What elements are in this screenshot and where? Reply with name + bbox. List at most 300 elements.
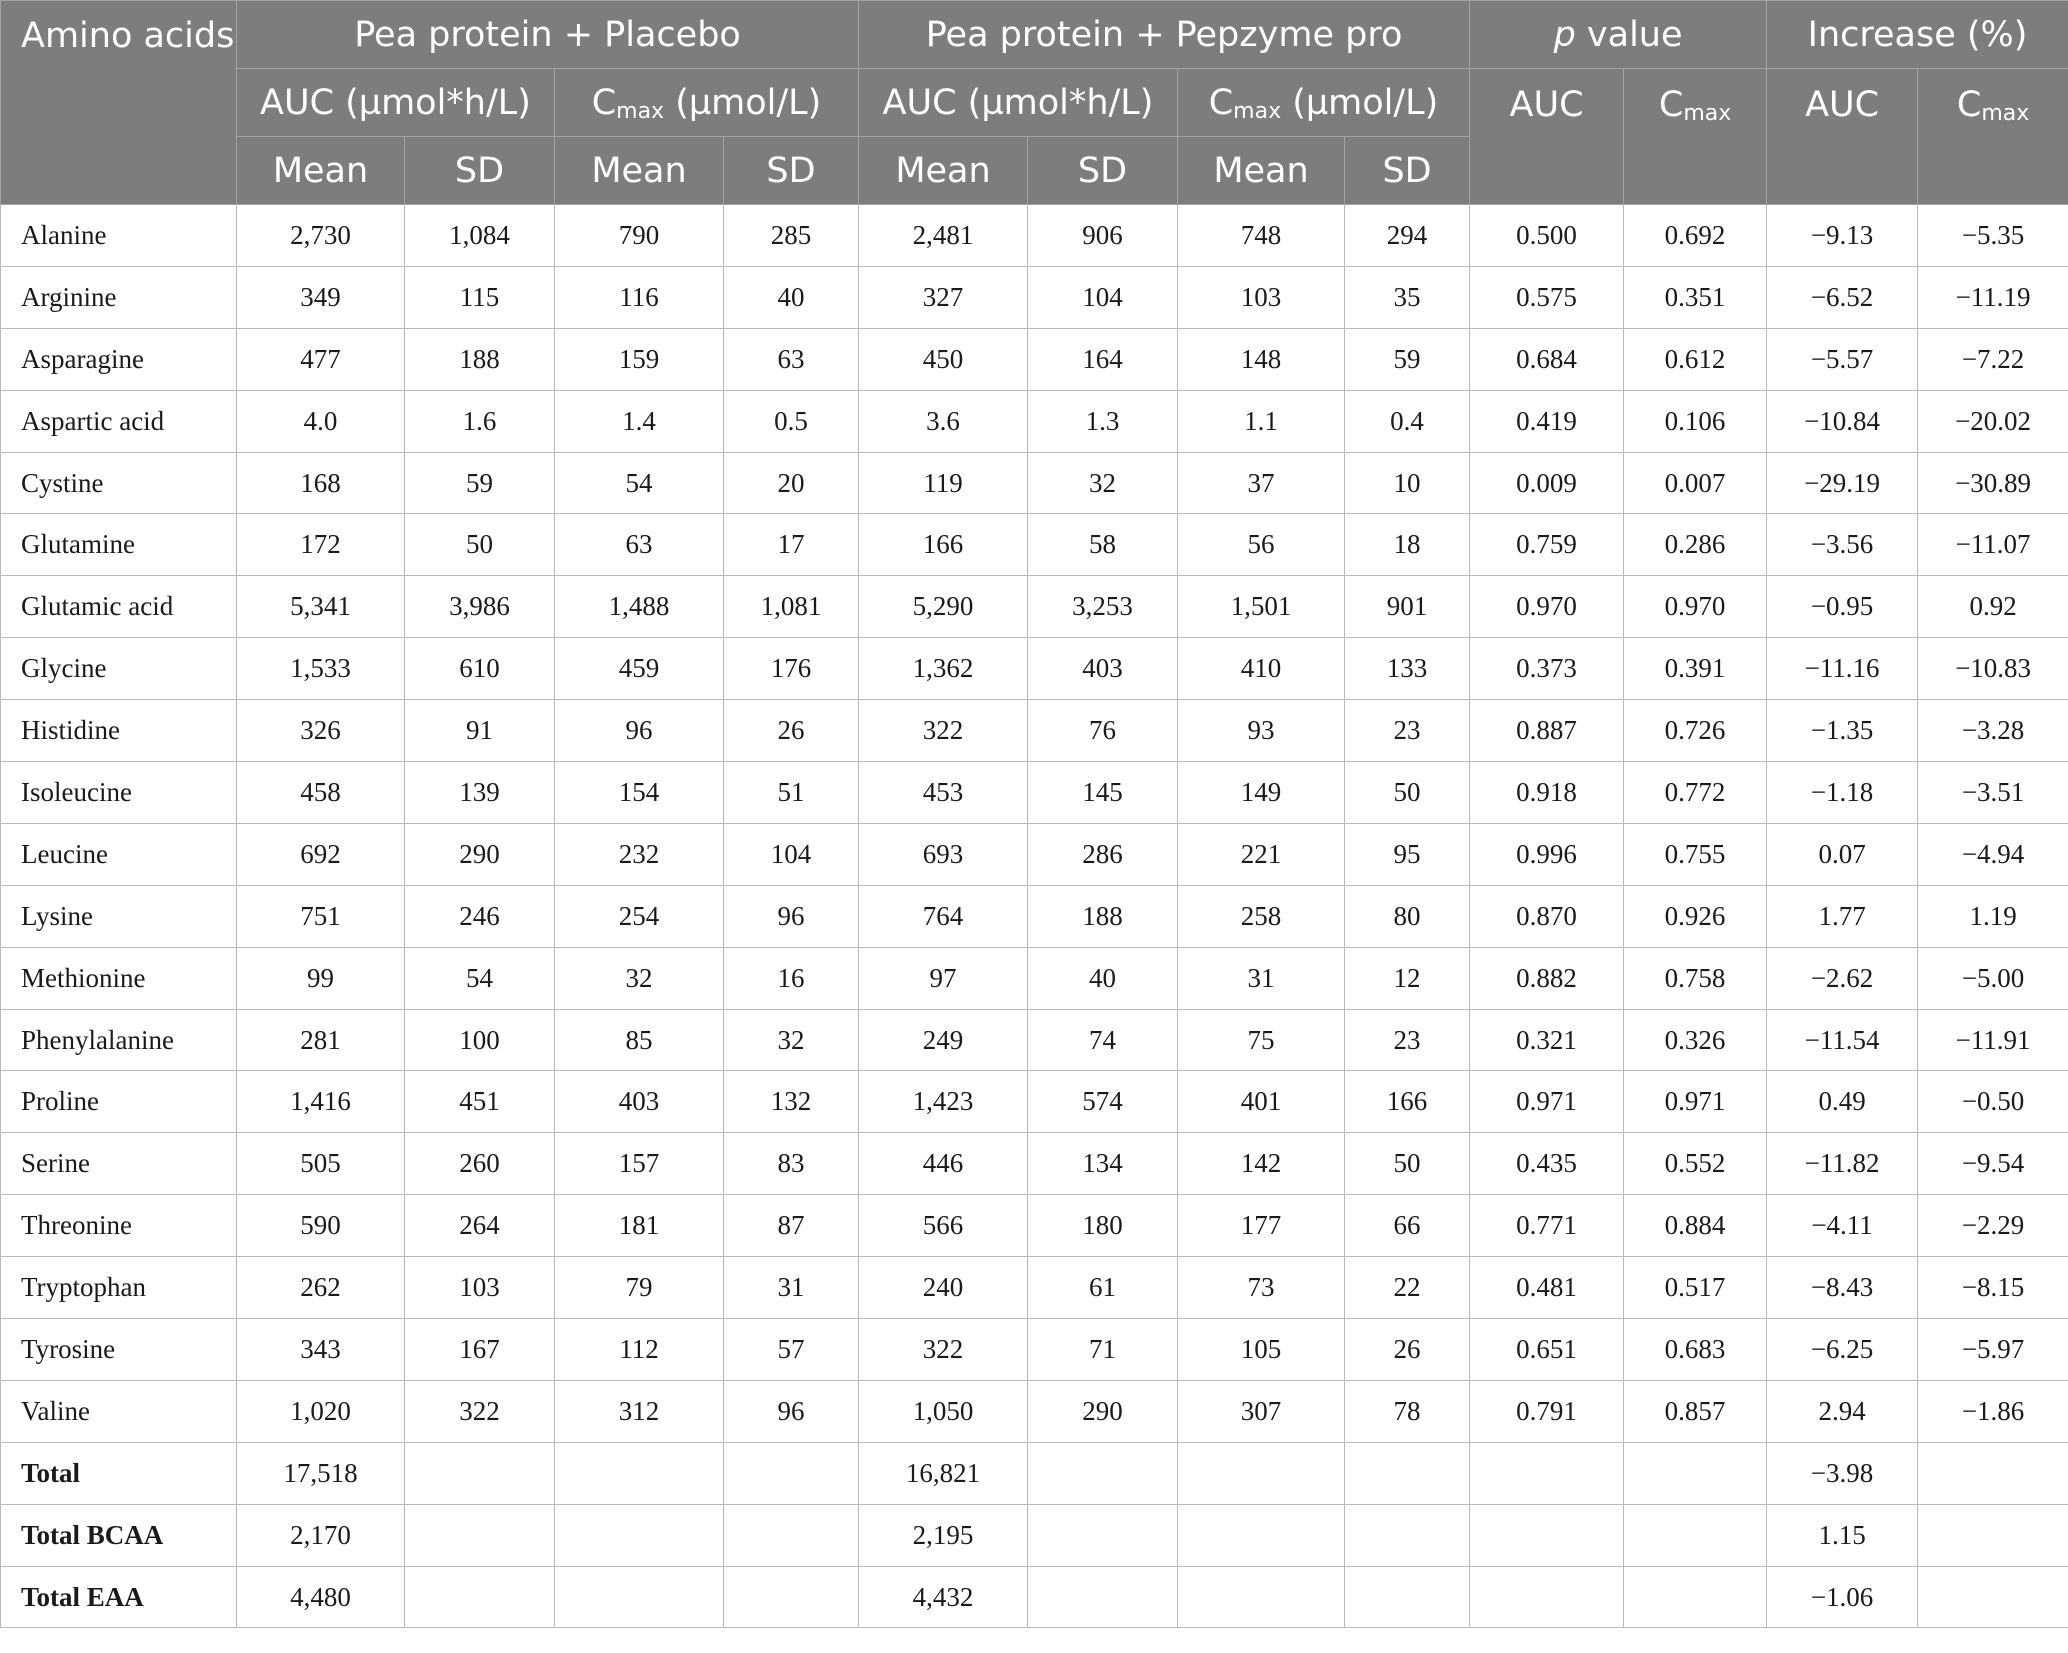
cell-inc-auc: −11.16 <box>1767 638 1918 700</box>
cell-pp-auc-sd: 32 <box>1028 452 1178 514</box>
cell-p-cmax: 0.552 <box>1624 1133 1767 1195</box>
cell-inc-cmax: −9.54 <box>1918 1133 2068 1195</box>
cell-pp-auc-sd: 71 <box>1028 1319 1178 1381</box>
cell-pl-auc-sd: 3,986 <box>405 576 555 638</box>
amino-acid-name: Glycine <box>1 638 237 700</box>
cell-p-cmax: 0.926 <box>1624 885 1767 947</box>
cell-pl-cmax-mean: 403 <box>555 1071 724 1133</box>
cell-pp-cmax-mean: 258 <box>1178 885 1345 947</box>
cell-pp-auc-mean: 322 <box>859 1319 1028 1381</box>
cell-pl-auc-mean: 343 <box>237 1319 405 1381</box>
cell-p-cmax: 0.106 <box>1624 390 1767 452</box>
cell-pp-cmax-sd: 166 <box>1345 1071 1470 1133</box>
cell-pp-auc-mean: 5,290 <box>859 576 1028 638</box>
cell-pl-cmax-mean: 154 <box>555 762 724 824</box>
empty-cell <box>724 1442 859 1504</box>
table-row <box>1 1319 2068 1381</box>
cell-pl-auc-sd: 264 <box>405 1195 555 1257</box>
amino-acid-name: Proline <box>1 1071 237 1133</box>
amino-acid-name: Leucine <box>1 823 237 885</box>
table-row <box>1 762 2068 824</box>
cell-p-auc: 0.373 <box>1470 638 1624 700</box>
cell-inc-cmax: −5.35 <box>1918 205 2068 267</box>
cell-pl-auc-mean: 168 <box>237 452 405 514</box>
cell-inc-cmax: −11.91 <box>1918 1009 2068 1071</box>
cell-pp-cmax-sd: 59 <box>1345 328 1470 390</box>
cell-inc-cmax: −5.00 <box>1918 947 2068 1009</box>
cell-pl-auc-mean: 172 <box>237 514 405 576</box>
table-row <box>1 638 2068 700</box>
cell-pl-cmax-sd: 63 <box>724 328 859 390</box>
total-label: Total BCAA <box>1 1504 237 1566</box>
cell-pl-cmax-sd: 1,081 <box>724 576 859 638</box>
cell-p-cmax: 0.326 <box>1624 1009 1767 1071</box>
cell-pp-cmax-sd: 12 <box>1345 947 1470 1009</box>
cell-pl-auc-mean: 2,170 <box>237 1504 405 1566</box>
cell-p-auc: 0.651 <box>1470 1319 1624 1381</box>
cell-pl-auc-sd: 167 <box>405 1319 555 1381</box>
cell-pp-cmax-mean: 1,501 <box>1178 576 1345 638</box>
cell-inc-auc: −3.98 <box>1767 1442 1918 1504</box>
cell-pp-auc-mean: 166 <box>859 514 1028 576</box>
cell-pl-cmax-mean: 157 <box>555 1133 724 1195</box>
cell-pp-auc-sd: 134 <box>1028 1133 1178 1195</box>
cell-pp-cmax-sd: 50 <box>1345 1133 1470 1195</box>
cell-pl-auc-mean: 326 <box>237 700 405 762</box>
cell-pp-auc-mean: 327 <box>859 266 1028 328</box>
cell-pp-auc-mean: 3.6 <box>859 390 1028 452</box>
cell-p-cmax: 0.351 <box>1624 266 1767 328</box>
total-row <box>1 1442 2068 1504</box>
cell-pl-auc-mean: 692 <box>237 823 405 885</box>
empty-cell <box>555 1566 724 1628</box>
table-row <box>1 390 2068 452</box>
cell-pp-cmax-mean: 73 <box>1178 1257 1345 1319</box>
cell-inc-auc: −8.43 <box>1767 1257 1918 1319</box>
table-row <box>1 1009 2068 1071</box>
cell-pl-auc-mean: 2,730 <box>237 205 405 267</box>
amino-acid-name: Arginine <box>1 266 237 328</box>
cell-p-auc: 0.759 <box>1470 514 1624 576</box>
empty-cell <box>1918 1442 2068 1504</box>
cell-pp-cmax-mean: 142 <box>1178 1133 1345 1195</box>
cell-pl-cmax-mean: 54 <box>555 452 724 514</box>
cell-pl-auc-sd: 1,084 <box>405 205 555 267</box>
cell-pl-cmax-sd: 17 <box>724 514 859 576</box>
cell-pp-auc-mean: 322 <box>859 700 1028 762</box>
cell-pl-auc-mean: 751 <box>237 885 405 947</box>
amino-acid-name: Tryptophan <box>1 1257 237 1319</box>
cell-inc-auc: 0.49 <box>1767 1071 1918 1133</box>
cell-p-cmax: 0.857 <box>1624 1380 1767 1442</box>
table-row <box>1 266 2068 328</box>
cell-pp-cmax-sd: 23 <box>1345 1009 1470 1071</box>
empty-cell <box>1470 1566 1624 1628</box>
cell-pl-cmax-mean: 790 <box>555 205 724 267</box>
amino-acid-name: Cystine <box>1 452 237 514</box>
cell-inc-auc: −3.56 <box>1767 514 1918 576</box>
cell-pp-cmax-sd: 18 <box>1345 514 1470 576</box>
cell-inc-cmax: −1.86 <box>1918 1380 2068 1442</box>
cell-p-auc: 0.575 <box>1470 266 1624 328</box>
empty-cell <box>1028 1566 1178 1628</box>
cell-inc-cmax: −8.15 <box>1918 1257 2068 1319</box>
table-row <box>1 700 2068 762</box>
cell-pl-auc-sd: 610 <box>405 638 555 700</box>
cell-pp-auc-mean: 764 <box>859 885 1028 947</box>
cell-pl-cmax-mean: 254 <box>555 885 724 947</box>
amino-acid-name: Histidine <box>1 700 237 762</box>
cell-pp-cmax-mean: 1.1 <box>1178 390 1345 452</box>
cell-inc-cmax: −11.19 <box>1918 266 2068 328</box>
cell-p-cmax: 0.391 <box>1624 638 1767 700</box>
table-row <box>1 947 2068 1009</box>
cell-pp-auc-sd: 1.3 <box>1028 390 1178 452</box>
cell-pl-cmax-sd: 31 <box>724 1257 859 1319</box>
header-group-pepzyme: Pea protein + Pepzyme pro <box>859 1 1470 69</box>
cell-pl-cmax-mean: 79 <box>555 1257 724 1319</box>
total-label: Total EAA <box>1 1566 237 1628</box>
header-p-value: p value <box>1470 1 1767 69</box>
cell-pp-cmax-sd: 66 <box>1345 1195 1470 1257</box>
empty-cell <box>405 1566 555 1628</box>
cell-p-cmax: 0.517 <box>1624 1257 1767 1319</box>
cell-pp-auc-sd: 164 <box>1028 328 1178 390</box>
header-mean: Mean <box>237 137 405 205</box>
amino-acid-name: Serine <box>1 1133 237 1195</box>
total-label: Total <box>1 1442 237 1504</box>
cell-inc-auc: −0.95 <box>1767 576 1918 638</box>
cell-pl-cmax-sd: 87 <box>724 1195 859 1257</box>
table-row <box>1 1195 2068 1257</box>
cell-pl-cmax-mean: 1.4 <box>555 390 724 452</box>
cell-pp-auc-sd: 61 <box>1028 1257 1178 1319</box>
cell-pp-auc-mean: 2,195 <box>859 1504 1028 1566</box>
cell-pp-auc-mean: 240 <box>859 1257 1028 1319</box>
cell-pl-cmax-mean: 181 <box>555 1195 724 1257</box>
empty-cell <box>1470 1504 1624 1566</box>
cell-pp-auc-sd: 40 <box>1028 947 1178 1009</box>
cell-inc-cmax: −30.89 <box>1918 452 2068 514</box>
empty-cell <box>555 1442 724 1504</box>
cell-pl-cmax-mean: 1,488 <box>555 576 724 638</box>
cell-inc-auc: −10.84 <box>1767 390 1918 452</box>
cell-pp-cmax-sd: 80 <box>1345 885 1470 947</box>
cell-pp-auc-mean: 1,423 <box>859 1071 1028 1133</box>
empty-cell <box>724 1566 859 1628</box>
empty-cell <box>555 1504 724 1566</box>
cell-pl-auc-sd: 91 <box>405 700 555 762</box>
table-row <box>1 576 2068 638</box>
cell-pl-auc-sd: 54 <box>405 947 555 1009</box>
table-row <box>1 1071 2068 1133</box>
cell-pl-auc-sd: 1.6 <box>405 390 555 452</box>
cell-inc-auc: −9.13 <box>1767 205 1918 267</box>
cell-pl-cmax-mean: 85 <box>555 1009 724 1071</box>
cell-pp-cmax-sd: 10 <box>1345 452 1470 514</box>
cell-pl-cmax-sd: 285 <box>724 205 859 267</box>
cell-inc-cmax: −0.50 <box>1918 1071 2068 1133</box>
cell-p-auc: 0.481 <box>1470 1257 1624 1319</box>
cell-pl-auc-mean: 5,341 <box>237 576 405 638</box>
header-sd: SD <box>1345 137 1470 205</box>
cell-pp-auc-mean: 453 <box>859 762 1028 824</box>
empty-cell <box>1028 1442 1178 1504</box>
cell-pl-cmax-mean: 159 <box>555 328 724 390</box>
cell-inc-cmax: −11.07 <box>1918 514 2068 576</box>
header-increase: Increase (%) <box>1767 1 2068 69</box>
cell-p-cmax: 0.884 <box>1624 1195 1767 1257</box>
header-inc-auc: AUC <box>1767 69 1918 205</box>
cell-pl-cmax-sd: 83 <box>724 1133 859 1195</box>
header-pepzyme-auc: AUC (µmol*h/L) <box>859 69 1178 137</box>
cell-pp-cmax-sd: 78 <box>1345 1380 1470 1442</box>
cell-pp-cmax-mean: 410 <box>1178 638 1345 700</box>
amino-acid-name: Glutamine <box>1 514 237 576</box>
cell-pl-cmax-sd: 57 <box>724 1319 859 1381</box>
total-row <box>1 1504 2068 1566</box>
cell-pl-auc-sd: 290 <box>405 823 555 885</box>
empty-cell <box>1624 1442 1767 1504</box>
cell-pp-cmax-mean: 56 <box>1178 514 1345 576</box>
empty-cell <box>724 1504 859 1566</box>
cell-inc-auc: −6.52 <box>1767 266 1918 328</box>
cell-pp-auc-mean: 97 <box>859 947 1028 1009</box>
cell-p-cmax: 0.772 <box>1624 762 1767 824</box>
header-mean: Mean <box>859 137 1028 205</box>
cell-pl-auc-sd: 50 <box>405 514 555 576</box>
cell-pl-cmax-mean: 32 <box>555 947 724 1009</box>
empty-cell <box>1178 1566 1345 1628</box>
table-row <box>1 452 2068 514</box>
cell-pp-auc-sd: 403 <box>1028 638 1178 700</box>
cell-p-cmax: 0.286 <box>1624 514 1767 576</box>
cell-inc-cmax: −4.94 <box>1918 823 2068 885</box>
cell-pp-cmax-sd: 23 <box>1345 700 1470 762</box>
empty-cell <box>1178 1504 1345 1566</box>
cell-inc-cmax: −3.28 <box>1918 700 2068 762</box>
table-row <box>1 205 2068 267</box>
cell-pl-cmax-sd: 96 <box>724 1380 859 1442</box>
table-row <box>1 1380 2068 1442</box>
cell-pp-auc-mean: 446 <box>859 1133 1028 1195</box>
cell-pp-auc-sd: 74 <box>1028 1009 1178 1071</box>
header-sd: SD <box>724 137 859 205</box>
cell-pl-cmax-sd: 104 <box>724 823 859 885</box>
cell-pl-auc-sd: 260 <box>405 1133 555 1195</box>
cell-pl-auc-sd: 59 <box>405 452 555 514</box>
cell-inc-cmax: −10.83 <box>1918 638 2068 700</box>
cell-pl-cmax-sd: 40 <box>724 266 859 328</box>
amino-acid-name: Asparagine <box>1 328 237 390</box>
cell-p-cmax: 0.971 <box>1624 1071 1767 1133</box>
cell-pl-auc-sd: 188 <box>405 328 555 390</box>
amino-acid-name: Aspartic acid <box>1 390 237 452</box>
amino-acid-name: Lysine <box>1 885 237 947</box>
cell-inc-auc: −29.19 <box>1767 452 1918 514</box>
cell-pp-auc-sd: 76 <box>1028 700 1178 762</box>
cell-pl-auc-mean: 349 <box>237 266 405 328</box>
cell-pp-auc-sd: 290 <box>1028 1380 1178 1442</box>
header-sd: SD <box>1028 137 1178 205</box>
cell-pl-cmax-sd: 16 <box>724 947 859 1009</box>
cell-inc-auc: −5.57 <box>1767 328 1918 390</box>
cell-pl-cmax-sd: 32 <box>724 1009 859 1071</box>
cell-p-auc: 0.970 <box>1470 576 1624 638</box>
cell-pp-auc-mean: 4,432 <box>859 1566 1028 1628</box>
cell-pp-cmax-sd: 294 <box>1345 205 1470 267</box>
cell-p-auc: 0.971 <box>1470 1071 1624 1133</box>
cell-pp-cmax-sd: 0.4 <box>1345 390 1470 452</box>
cell-p-cmax: 0.612 <box>1624 328 1767 390</box>
table-body <box>1 205 2068 1628</box>
cell-pp-auc-sd: 906 <box>1028 205 1178 267</box>
cell-inc-auc: 2.94 <box>1767 1380 1918 1442</box>
header-placebo-auc: AUC (µmol*h/L) <box>237 69 555 137</box>
cell-pp-cmax-sd: 50 <box>1345 762 1470 824</box>
cell-pl-auc-sd: 139 <box>405 762 555 824</box>
cell-pl-cmax-sd: 96 <box>724 885 859 947</box>
cell-pp-cmax-mean: 748 <box>1178 205 1345 267</box>
table-row <box>1 823 2068 885</box>
cell-pp-auc-sd: 574 <box>1028 1071 1178 1133</box>
cell-inc-cmax: −2.29 <box>1918 1195 2068 1257</box>
cell-inc-auc: −2.62 <box>1767 947 1918 1009</box>
cell-inc-auc: −4.11 <box>1767 1195 1918 1257</box>
cell-pp-auc-mean: 249 <box>859 1009 1028 1071</box>
cell-inc-cmax: −7.22 <box>1918 328 2068 390</box>
cell-inc-auc: 1.15 <box>1767 1504 1918 1566</box>
cell-inc-auc: 1.77 <box>1767 885 1918 947</box>
cell-pp-auc-sd: 180 <box>1028 1195 1178 1257</box>
cell-pl-auc-mean: 505 <box>237 1133 405 1195</box>
cell-pl-auc-sd: 246 <box>405 885 555 947</box>
cell-pp-auc-mean: 1,362 <box>859 638 1028 700</box>
empty-cell <box>1624 1504 1767 1566</box>
cell-pl-cmax-sd: 0.5 <box>724 390 859 452</box>
cell-pp-cmax-mean: 401 <box>1178 1071 1345 1133</box>
cell-pl-auc-mean: 262 <box>237 1257 405 1319</box>
cell-pp-cmax-mean: 307 <box>1178 1380 1345 1442</box>
amino-acid-name: Tyrosine <box>1 1319 237 1381</box>
empty-cell <box>1918 1566 2068 1628</box>
cell-p-cmax: 0.692 <box>1624 205 1767 267</box>
cell-pp-cmax-mean: 177 <box>1178 1195 1345 1257</box>
cell-pl-auc-mean: 1,020 <box>237 1380 405 1442</box>
cell-p-auc: 0.500 <box>1470 205 1624 267</box>
cell-pl-auc-sd: 451 <box>405 1071 555 1133</box>
cell-pl-auc-mean: 477 <box>237 328 405 390</box>
header-mean: Mean <box>555 137 724 205</box>
cell-pp-cmax-mean: 103 <box>1178 266 1345 328</box>
cell-pp-cmax-mean: 37 <box>1178 452 1345 514</box>
total-row <box>1 1566 2068 1628</box>
amino-acid-name: Isoleucine <box>1 762 237 824</box>
table-row <box>1 885 2068 947</box>
cell-pl-cmax-mean: 232 <box>555 823 724 885</box>
header-amino-acids: Amino acids <box>1 1 237 205</box>
amino-acid-name: Methionine <box>1 947 237 1009</box>
cell-pp-cmax-sd: 22 <box>1345 1257 1470 1319</box>
cell-inc-auc: −1.18 <box>1767 762 1918 824</box>
cell-pp-cmax-sd: 901 <box>1345 576 1470 638</box>
cell-pp-auc-mean: 2,481 <box>859 205 1028 267</box>
cell-inc-cmax: 0.92 <box>1918 576 2068 638</box>
cell-p-auc: 0.321 <box>1470 1009 1624 1071</box>
cell-pp-auc-sd: 188 <box>1028 885 1178 947</box>
cell-p-auc: 0.684 <box>1470 328 1624 390</box>
cell-pp-cmax-sd: 26 <box>1345 1319 1470 1381</box>
cell-pp-auc-mean: 450 <box>859 328 1028 390</box>
cell-inc-cmax: −3.51 <box>1918 762 2068 824</box>
cell-p-auc: 0.771 <box>1470 1195 1624 1257</box>
cell-pl-cmax-mean: 112 <box>555 1319 724 1381</box>
empty-cell <box>405 1442 555 1504</box>
header-placebo-cmax: $C_{max}$ (µmol/L) <box>555 69 859 137</box>
table-header <box>1 1 2068 205</box>
cell-p-cmax: 0.683 <box>1624 1319 1767 1381</box>
cell-p-cmax: 0.970 <box>1624 576 1767 638</box>
cell-pl-cmax-mean: 96 <box>555 700 724 762</box>
cell-inc-auc: −1.06 <box>1767 1566 1918 1628</box>
cell-pp-auc-sd: 58 <box>1028 514 1178 576</box>
cell-pp-cmax-sd: 133 <box>1345 638 1470 700</box>
cell-pl-auc-sd: 103 <box>405 1257 555 1319</box>
cell-pp-cmax-mean: 148 <box>1178 328 1345 390</box>
cell-pl-cmax-mean: 116 <box>555 266 724 328</box>
cell-pp-auc-mean: 16,821 <box>859 1442 1028 1504</box>
cell-pl-auc-sd: 115 <box>405 266 555 328</box>
table-row <box>1 514 2068 576</box>
cell-pl-cmax-sd: 26 <box>724 700 859 762</box>
header-sd: SD <box>405 137 555 205</box>
cell-pl-cmax-mean: 312 <box>555 1380 724 1442</box>
cell-pp-cmax-mean: 149 <box>1178 762 1345 824</box>
empty-cell <box>1345 1504 1470 1566</box>
cell-pl-cmax-sd: 20 <box>724 452 859 514</box>
empty-cell <box>1918 1504 2068 1566</box>
cell-pp-auc-mean: 566 <box>859 1195 1028 1257</box>
cell-pp-cmax-sd: 95 <box>1345 823 1470 885</box>
empty-cell <box>1178 1442 1345 1504</box>
table-row <box>1 1257 2068 1319</box>
cell-inc-auc: −1.35 <box>1767 700 1918 762</box>
cell-inc-auc: −11.54 <box>1767 1009 1918 1071</box>
cell-pp-auc-sd: 3,253 <box>1028 576 1178 638</box>
cell-pp-cmax-mean: 31 <box>1178 947 1345 1009</box>
header-inc-cmax: $C_{max}$ <box>1918 69 2068 205</box>
empty-cell <box>1470 1442 1624 1504</box>
empty-cell <box>1028 1504 1178 1566</box>
table-row <box>1 328 2068 390</box>
cell-pl-cmax-sd: 132 <box>724 1071 859 1133</box>
amino-acid-name: Threonine <box>1 1195 237 1257</box>
cell-pl-auc-mean: 4,480 <box>237 1566 405 1628</box>
cell-p-cmax: 0.726 <box>1624 700 1767 762</box>
cell-p-auc: 0.996 <box>1470 823 1624 885</box>
cell-pp-cmax-sd: 35 <box>1345 266 1470 328</box>
empty-cell <box>1624 1566 1767 1628</box>
cell-p-cmax: 0.007 <box>1624 452 1767 514</box>
cell-pl-auc-mean: 17,518 <box>237 1442 405 1504</box>
cell-inc-cmax: 1.19 <box>1918 885 2068 947</box>
amino-acid-name: Valine <box>1 1380 237 1442</box>
cell-p-auc: 0.918 <box>1470 762 1624 824</box>
cell-p-auc: 0.887 <box>1470 700 1624 762</box>
cell-pp-auc-sd: 104 <box>1028 266 1178 328</box>
cell-p-auc: 0.870 <box>1470 885 1624 947</box>
amino-acid-name: Phenylalanine <box>1 1009 237 1071</box>
